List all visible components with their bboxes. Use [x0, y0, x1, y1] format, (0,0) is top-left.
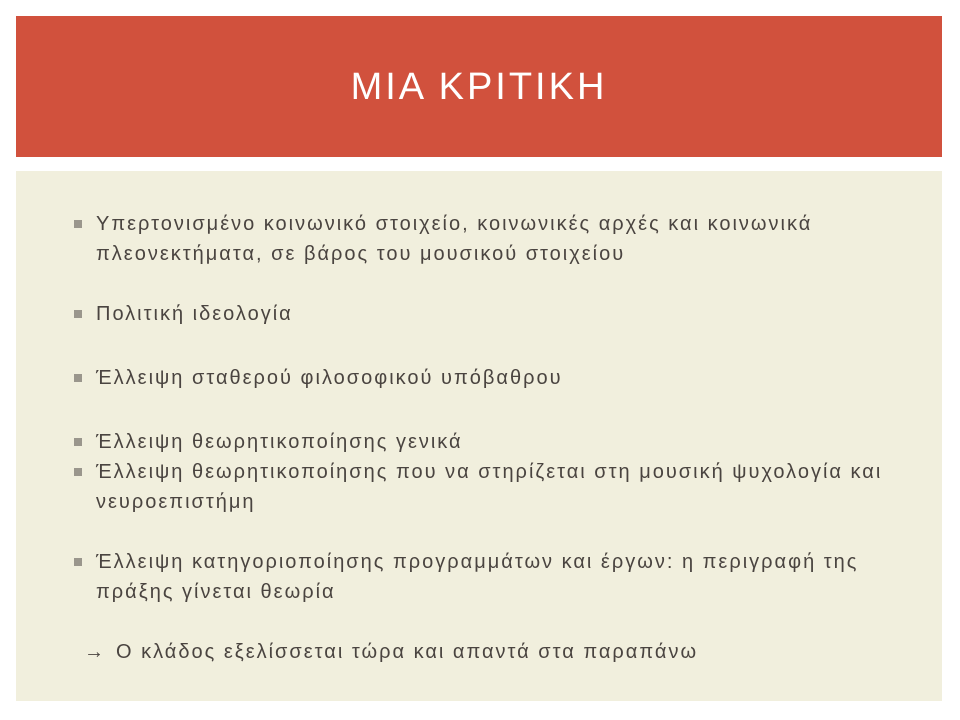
- square-bullet-icon: [74, 468, 82, 476]
- conclusion-text: Ο κλάδος εξελίσσεται τώρα και απαντά στα παραπάνω: [116, 641, 699, 663]
- slide-title: ΜΙΑ ΚΡΙΤΙΚΗ: [350, 66, 608, 108]
- bullet-item: [74, 427, 924, 457]
- conclusion-line: [84, 637, 698, 667]
- title-bar: [16, 16, 942, 157]
- square-bullet-icon: [74, 220, 82, 228]
- square-bullet-icon: [74, 310, 82, 318]
- bullet-item: [74, 547, 924, 607]
- square-bullet-icon: [74, 558, 82, 566]
- content-panel: [16, 171, 942, 701]
- square-bullet-icon: [74, 374, 82, 382]
- right-arrow-icon: →: [84, 641, 106, 663]
- bullet-text: Έλλειψη θεωρητικοποίησης που να στηρίζεται στη μουσική ψυχολογία και νευροεπιστήμη: [96, 461, 883, 513]
- bullet-text: Υπερτονισμένο κοινωνικό στοιχείο, κοινωνικές αρχές και κοινωνικά πλεονεκτήματα, σε βάρος του μουσικού στοιχείου: [96, 213, 813, 265]
- bullet-text: Έλλειψη θεωρητικοποίησης γενικά: [96, 431, 463, 453]
- bullet-text: Έλλειψη κατηγοριοποίησης προγραμμάτων και έργων: η περιγραφή της πράξης γίνεται θεωρία: [96, 551, 859, 603]
- square-bullet-icon: [74, 438, 82, 446]
- bullet-item: [74, 363, 924, 393]
- bullet-text: Πολιτική ιδεολογία: [96, 303, 293, 325]
- bullet-item: [74, 299, 924, 329]
- bullet-text: Έλλειψη σταθερού φιλοσοφικού υπόβαθρου: [96, 367, 563, 389]
- bullet-item: [74, 209, 924, 269]
- bullet-item: [74, 457, 924, 517]
